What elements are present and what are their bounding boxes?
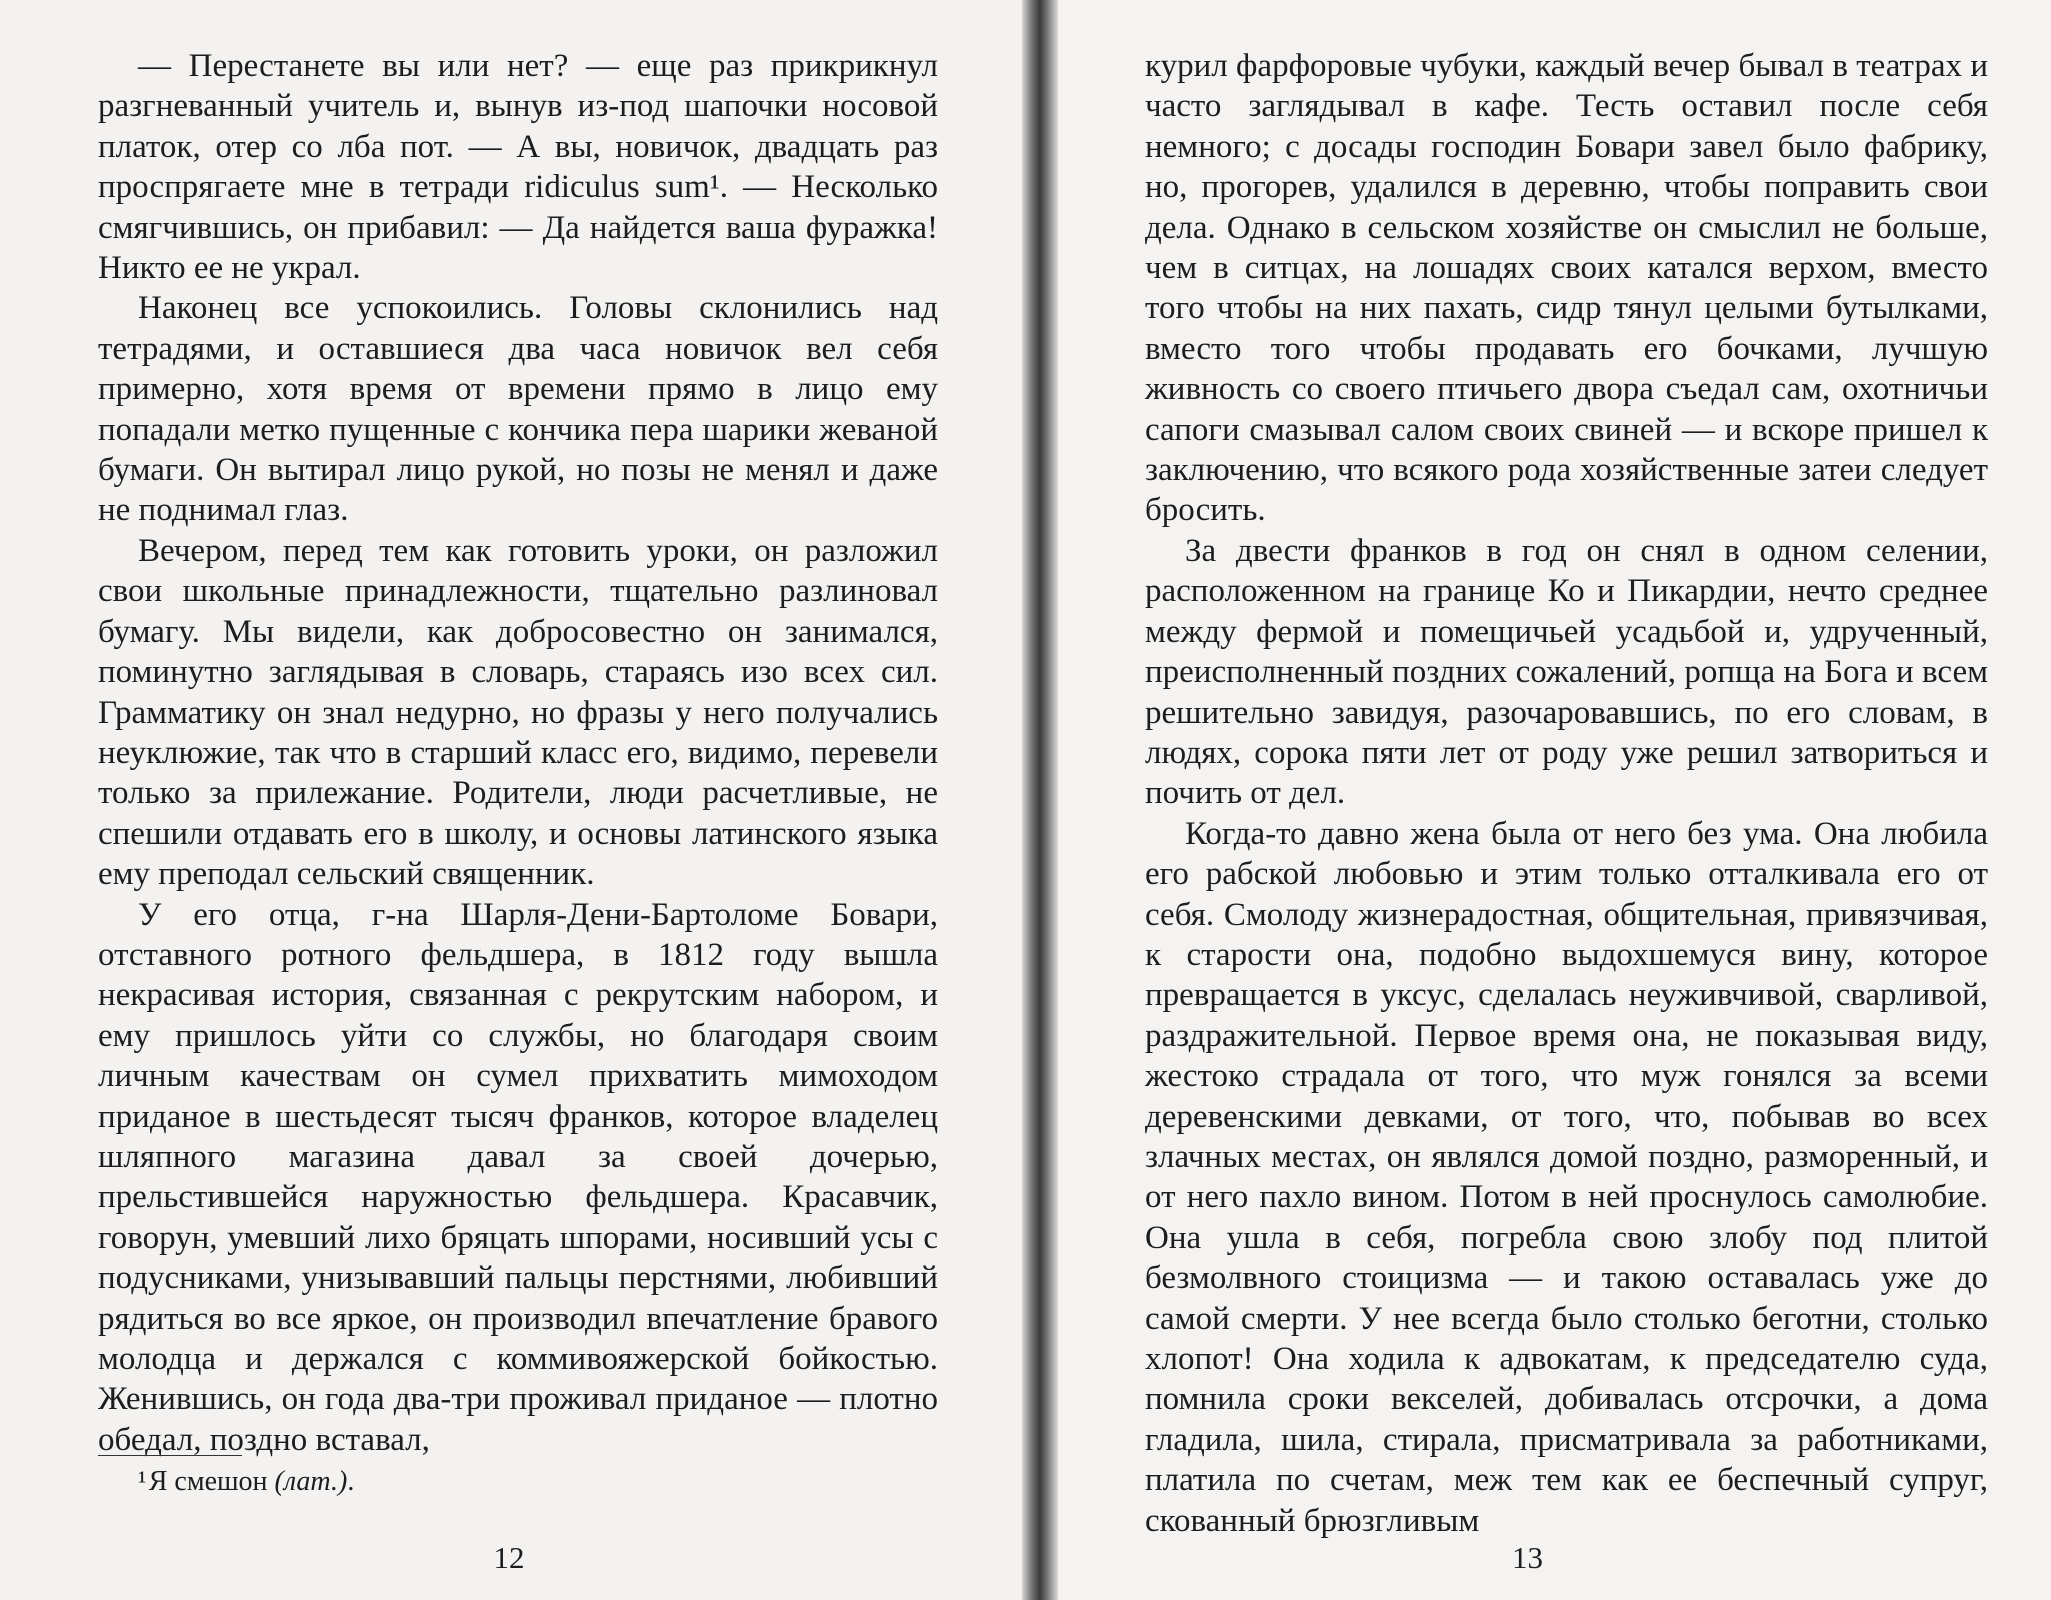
footnote-marker: ¹ bbox=[138, 1466, 147, 1497]
paragraph: Когда-то давно жена была от него без ума. Она любила его рабской любовью и этим только отталкивала его от себя. Смолоду жизнерадостная, общительная, привязчивая, к старости она, подобно выдохшемуся вину, которое превращается в уксус, сделалась неуживчивой, сварливой, раздражительной. Первое время она, не показывая виду, жестоко страдала от того, что муж гонялся за всеми деревенскими девками, от того, что, побывав во всех злачных местах, он являлся домой поздно, разморенный, и от него пахло вином. Потом в ней проснулось самолюбие. Она ушла в себя, погребла свою злобу под плитой безмолвного стоицизма — и такою оставалась уже до самой смерти. У нее всегда было столько беготни, столько хлопот! Она ходила к адвокатам, к председателю суда, помнила сроки векселей, добивалась отсрочки, а дома гладила, шила, стирала, присматривала за работниками, платила по счетам, меж тем как ее беспечный супруг, скованный брюзгливым bbox=[1145, 815, 1988, 1539]
footnote-text: Я смешон bbox=[148, 1466, 268, 1497]
footnote bbox=[138, 1465, 354, 1499]
footnote-end: . bbox=[347, 1466, 355, 1497]
paragraph: Наконец все успокоились. Головы склонились над тетрадями, и оставшиеся два часа новичок вел себя примерно, хотя время от времени прямо в лицо ему попадали метко пущенные с кончика пера шарики жеваной бумаги. Он вытирал лицо рукой, но позы не менял и даже не поднимал глаз. bbox=[98, 290, 938, 529]
right-page-text bbox=[1145, 46, 1988, 1541]
right-page bbox=[1058, 0, 2051, 1600]
paragraph: курил фарфоровые чубуки, каждый вечер бывал в театрах и часто заглядывал в кафе. Тесть оставил после себя немного; с досады господин Бовари завел было фабрику, но, прогорев, удалился в деревню, чтобы поправить свои дела. Однако в сельском хозяйстве он смыслил не больше, чем в ситцах, на лошадях своих катался верхом, вместо того чтобы на них пахать, сидр тянул целыми бутылками, вместо того чтобы продавать его бочками, лучшую живность со своего птичьего двора съедал сам, охотничьи сапоги смазывал салом своих свиней — и вскоре пришел к заключению, что всякого рода хозяйственные затеи следует бросить. bbox=[1145, 48, 1988, 529]
left-page bbox=[0, 0, 1022, 1600]
page-number: 13 bbox=[1512, 1540, 1543, 1575]
paragraph: — Перестанете вы или нет? — еще раз прикрикнул разгневанный учитель и, вынув из-под шапочки носовой платок, отер со лба пот. — А вы, новичок, двадцать раз проспрягаете мне в тетради ridiculus sum¹. — Несколько смягчившись, он прибавил: — Да найдется ваша фуражка! Никто ее не украл. bbox=[98, 48, 938, 287]
page-number: 12 bbox=[493, 1540, 525, 1575]
footnote-lang: (лат.) bbox=[274, 1466, 348, 1497]
paragraph: Вечером, перед тем как готовить уроки, он разложил свои школьные принадлежности, тщательно разлиновал бумагу. Мы видели, как добросовестно он занимался, поминутно заглядывая в словарь, стараясь изо всех сил. Грамматику он знал недурно, но фразы у него получались неуклюжие, так что в старший класс его, видимо, перевели только за прилежание. Родители, люди расчетливые, не спешили отдавать его в школу, и основы латинского языка ему преподал сельский священник. bbox=[98, 532, 938, 893]
footnote-divider bbox=[98, 1455, 242, 1456]
paragraph: У его отца, г-на Шарля-Дени-Бартоломе Бовари, отставного ротного фельдшера, в 1812 году вышла некрасивая история, связанная с рекрутским набором, и ему пришлось уйти со службы, но благодаря своим личным качествам он сумел прихватить мимоходом приданое в шестьдесят тысяч франков, которое владелец шляпного магазина давал за своей дочерью, прельстившейся наружностью фельдшера. Красавчик, говорун, умевший лихо бряцать шпорами, носивший усы с подусниками, унизывавший пальцы перстнями, любивший рядиться во все яркое, он производил впечатление бравого молодца и держался с коммивояжерской бойкостью. Женившись, он года два-три проживал приданое — плотно обедал, поздно вставал, bbox=[98, 896, 938, 1458]
book-gutter bbox=[1022, 0, 1058, 1600]
left-page-text bbox=[98, 46, 938, 1460]
paragraph: За двести франков в год он снял в одном селении, расположенном на границе Ко и Пикардии, нечто среднее между фермой и помещичьей усадьбой и, удрученный, преисполненный поздних сожалений, ропща на Бога и всем решительно завидуя, разочаровавшись, по его словам, в людях, сорока пяти лет от роду уже решил затвориться и почить от дел. bbox=[1145, 532, 1988, 812]
